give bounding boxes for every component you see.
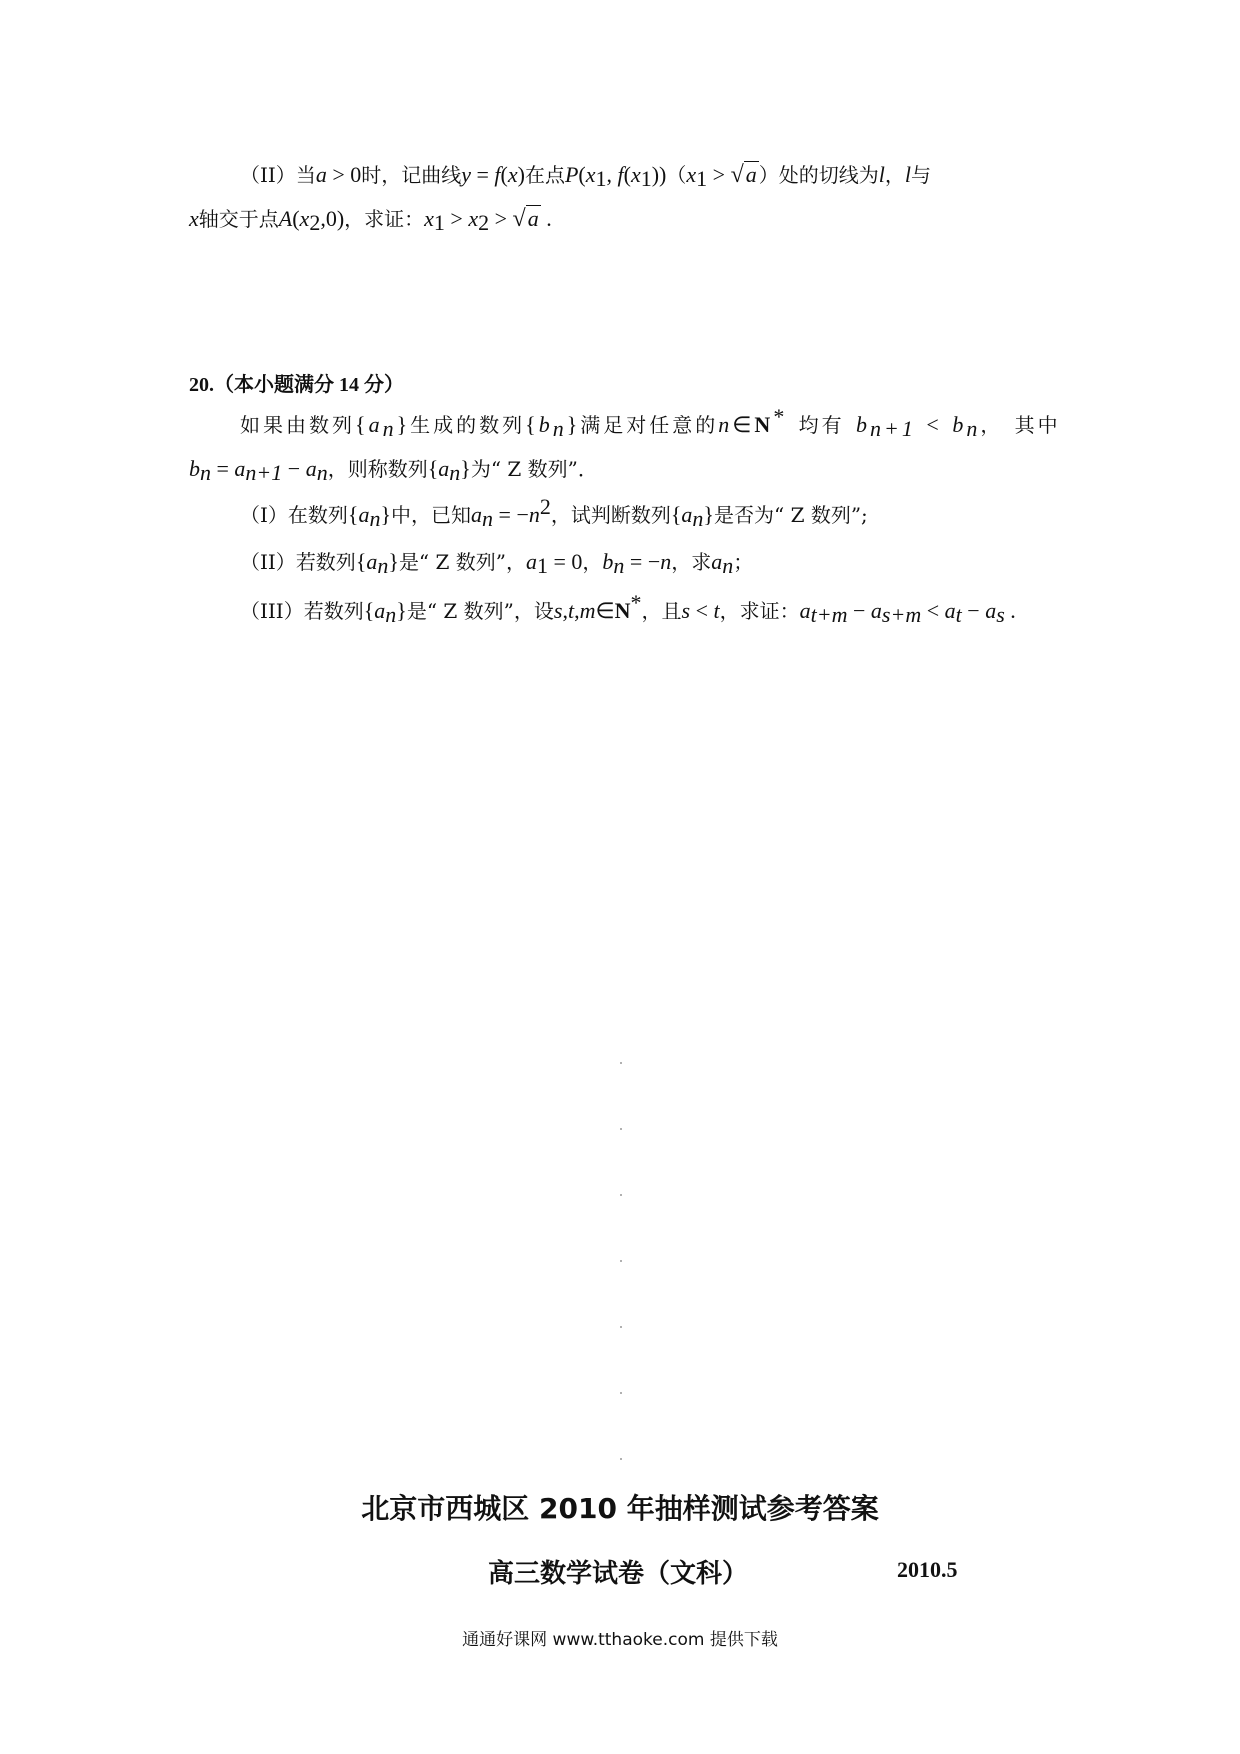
divider-dot — [620, 1392, 622, 1394]
part-label: （II） — [240, 163, 296, 187]
part-label: （I） — [240, 503, 288, 527]
q20-intro-line2: $b_n = a_{n+1} - a_n$，则称数列$\{a_n\}$为“ Z 数列”． — [189, 456, 598, 485]
q20-part-i: （I）在数列$\{a_n\}$中，已知$a_n = -n^2$，试判断数列$\{a_n\}$是否为“ Z 数列”; — [240, 494, 868, 531]
divider-dot — [620, 1458, 622, 1460]
footer-credit: 通通好课网 www.tthaoke.com 提供下载 — [462, 1630, 778, 1650]
sqrt-symbol: √ — [512, 206, 526, 232]
q20-part-iii: （III）若数列$\{a_n\}$是“ Z 数列”，设s,t,m∈N*，且s < t，求证：$a_{t+m} - a_{s+m} < a_t - a_s$ . — [240, 590, 1016, 627]
q19-part-ii-line1: （II）当a > 0时，记曲线y = f(x)在点$P(x_1$, $f(x_1))(x_1 > √a$ ）处的切线为l，l与 — [240, 162, 931, 191]
sqrt-symbol: √ — [730, 162, 744, 188]
question-20-title: 20.（本小题满分 14 分） — [189, 374, 404, 396]
answer-heading: 北京市西城区 2010 年抽样测试参考答案 — [361, 1492, 879, 1525]
divider-dot — [620, 1260, 622, 1262]
part-label: （III） — [240, 599, 304, 623]
part-label: （II） — [240, 550, 296, 574]
divider-dot — [620, 1128, 622, 1130]
q20-intro-line1: 如果由数列$\{a_n\}$生成的数列$\{b_n\}$满足对任意的n∈N* 均有 $b_{n+1} < b_n$， 其中 — [240, 404, 1061, 441]
answer-date: 2010.5 — [897, 1557, 958, 1582]
divider-dot — [620, 1326, 622, 1328]
q20-part-ii: （II）若数列$\{a_n\}$是“ Z 数列”，$a_1 = 0$，$b_n = -n$，求$a_n$； — [240, 549, 754, 578]
divider-dot — [620, 1194, 622, 1196]
q19-part-ii-line2: x轴交于点$A(x_2,0)$，求证：$x_1 > x_2 > √a$ . — [189, 206, 552, 235]
divider-dot — [620, 1062, 622, 1064]
answer-subheading: 高三数学试卷（文科） — [488, 1559, 749, 1589]
